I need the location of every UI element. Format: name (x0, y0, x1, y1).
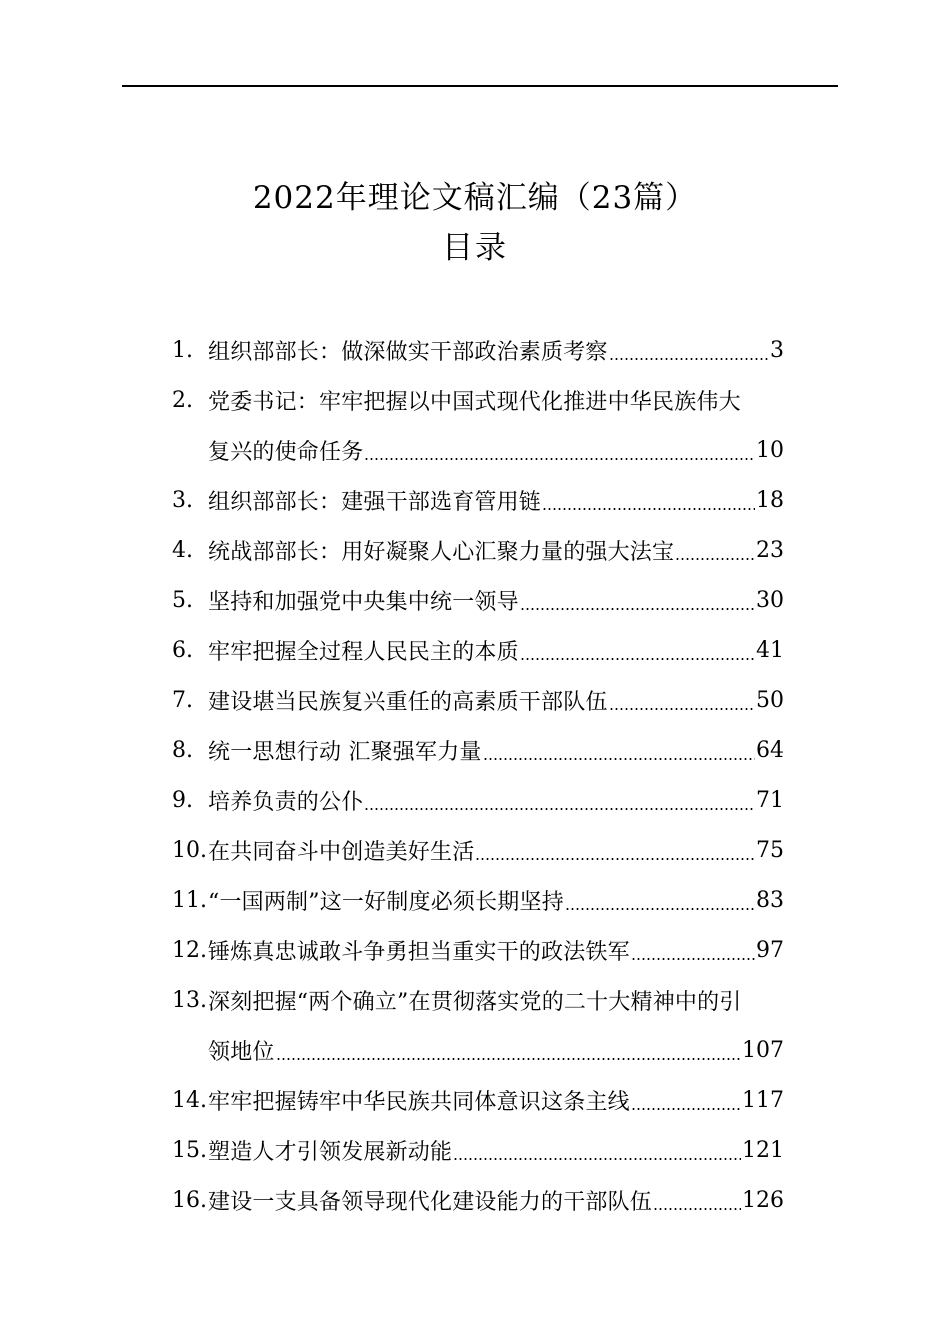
toc-leader-dots (520, 608, 755, 610)
toc-leader-dots (609, 358, 769, 360)
toc-title: 牢牢把握铸牢中华民族共同体意识这条主线 (208, 1089, 630, 1115)
toc-leader-dots (631, 1108, 741, 1110)
toc-title: 领地位 (208, 1039, 275, 1065)
toc-title: 在共同奋斗中创造美好生活 (208, 839, 475, 865)
toc-page-number: 10 (756, 437, 784, 463)
toc-leader-dots (475, 858, 755, 860)
toc-entry[interactable] (172, 625, 784, 675)
toc-number: 16. (172, 1187, 207, 1213)
toc-entry[interactable] (172, 575, 784, 625)
toc-line (172, 1125, 784, 1175)
toc-number: 1. (172, 337, 193, 363)
toc-page-number: 75 (756, 837, 784, 863)
toc-entry[interactable] (172, 875, 784, 925)
toc-title: 党委书记：牢牢把握以中国式现代化推进中华民族伟大 (208, 389, 741, 415)
toc-title: 塑造人才引领发展新动能 (208, 1139, 453, 1165)
toc-number: 11. (172, 887, 207, 913)
toc-title: 培养负责的公仆 (208, 789, 364, 815)
toc-entry[interactable] (172, 925, 784, 975)
toc-entry[interactable] (172, 1175, 784, 1225)
toc-line (172, 875, 784, 925)
toc-page-number: 126 (742, 1187, 784, 1213)
toc-page-number: 64 (756, 737, 784, 763)
toc-line (172, 725, 784, 775)
toc-number: 10. (172, 837, 207, 863)
toc-line (172, 625, 784, 675)
toc-line (172, 525, 784, 575)
toc-line (172, 325, 784, 375)
toc-leader-dots (675, 558, 755, 560)
toc-entry[interactable] (172, 675, 784, 725)
toc-number: 7. (172, 687, 193, 713)
header-rule (122, 85, 838, 87)
toc-number: 9. (172, 787, 193, 813)
toc-entry[interactable] (172, 1075, 784, 1125)
toc-entry[interactable] (172, 825, 784, 875)
toc-leader-dots (520, 658, 755, 660)
toc-page-number: 18 (756, 487, 784, 513)
toc-title: 组织部部长：做深做实干部政治素质考察 (208, 339, 608, 365)
toc-number: 4. (172, 537, 193, 563)
toc-title: “一国两制”这一好制度必须长期坚持 (208, 889, 564, 915)
toc-leader-dots (653, 1208, 741, 1210)
toc-title: 牢牢把握全过程人民民主的本质 (208, 639, 519, 665)
toc-title: 锤炼真忠诚敢斗争勇担当重实干的政法铁军 (208, 939, 630, 965)
toc-page-number: 50 (756, 687, 784, 713)
toc-title: 坚持和加强党中央集中统一领导 (208, 589, 519, 615)
toc-number: 15. (172, 1137, 207, 1163)
toc-line (172, 575, 784, 625)
toc-line (172, 1075, 784, 1125)
toc-page-number: 107 (742, 1037, 784, 1063)
toc-line (172, 825, 784, 875)
toc-line (172, 925, 784, 975)
toc-page-number: 30 (756, 587, 784, 613)
toc-entry[interactable] (172, 325, 784, 375)
toc-title: 复兴的使命任务 (208, 439, 364, 465)
toc-number: 6. (172, 637, 193, 663)
toc-leader-dots (609, 708, 755, 710)
toc-entry[interactable] (172, 525, 784, 575)
toc-page-number: 83 (756, 887, 784, 913)
toc-line (172, 425, 784, 475)
toc-number: 8. (172, 737, 193, 763)
toc-entry[interactable] (172, 975, 784, 1075)
toc-page-number: 3 (770, 337, 784, 363)
toc-number: 3. (172, 487, 193, 513)
toc-title: 统一思想行动 汇聚强军力量 (208, 739, 482, 765)
toc-leader-dots (276, 1058, 741, 1060)
toc-line (172, 675, 784, 725)
toc-line (172, 1025, 784, 1075)
toc-page-number: 121 (742, 1137, 784, 1163)
toc-line (172, 975, 784, 1025)
toc-title: 建设堪当民族复兴重任的高素质干部队伍 (208, 689, 608, 715)
toc-title: 深刻把握“两个确立”在贯彻落实党的二十大精神中的引 (208, 989, 742, 1015)
toc-line (172, 775, 784, 825)
table-of-contents (172, 325, 784, 1225)
toc-page-number: 97 (756, 937, 784, 963)
toc-page-number: 117 (742, 1087, 784, 1113)
toc-line (172, 375, 784, 425)
toc-entry[interactable] (172, 375, 784, 475)
toc-page-number: 41 (756, 637, 784, 663)
document-subtitle: 目录 (442, 230, 508, 266)
toc-title: 建设一支具备领导现代化建设能力的干部队伍 (208, 1189, 653, 1215)
toc-number: 13. (172, 987, 207, 1013)
toc-leader-dots (364, 458, 755, 460)
toc-leader-dots (565, 908, 755, 910)
toc-number: 12. (172, 937, 207, 963)
toc-leader-dots (483, 758, 755, 760)
toc-leader-dots (364, 808, 755, 810)
toc-number: 5. (172, 587, 193, 613)
toc-line (172, 475, 784, 525)
toc-page-number: 23 (756, 537, 784, 563)
toc-leader-dots (542, 508, 755, 510)
toc-entry[interactable] (172, 1125, 784, 1175)
toc-line (172, 1175, 784, 1225)
document-title: 2022年理论文稿汇编（23篇） (252, 180, 698, 216)
toc-entry[interactable] (172, 725, 784, 775)
toc-number: 2. (172, 387, 193, 413)
toc-title: 统战部部长：用好凝聚人心汇聚力量的强大法宝 (208, 539, 675, 565)
toc-entry[interactable] (172, 775, 784, 825)
toc-page-number: 71 (756, 787, 784, 813)
toc-title: 组织部部长：建强干部选育管用链 (208, 489, 542, 515)
toc-entry[interactable] (172, 475, 784, 525)
toc-leader-dots (453, 1158, 741, 1160)
toc-leader-dots (631, 958, 755, 960)
toc-number: 14. (172, 1087, 207, 1113)
